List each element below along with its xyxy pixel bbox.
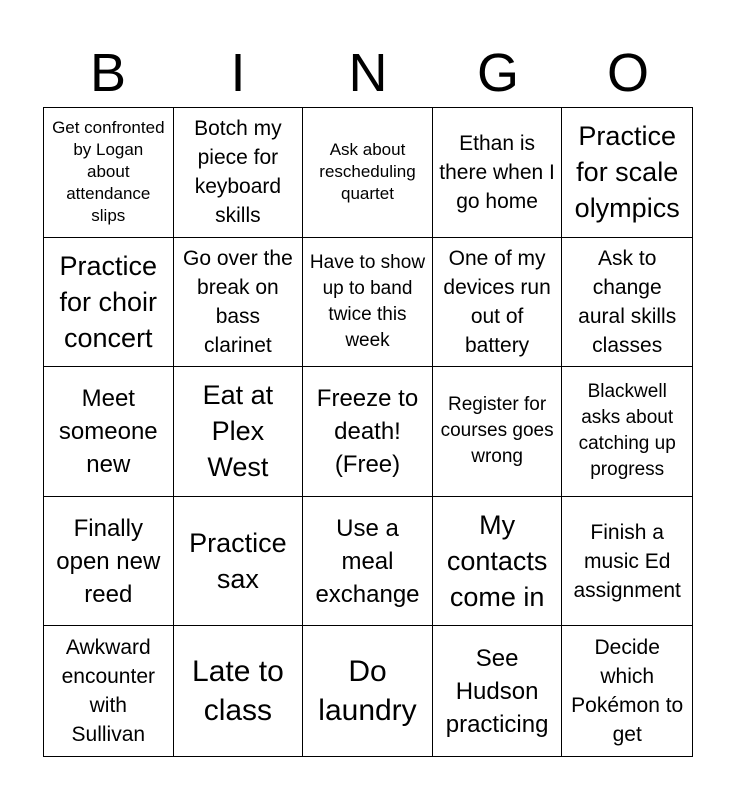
cell-text: Register for courses goes wrong	[440, 394, 554, 468]
bingo-cell-n5[interactable]	[303, 626, 433, 756]
bingo-cell-b2[interactable]	[44, 238, 174, 368]
cell-text: Ask about rescheduling quartet	[319, 140, 416, 204]
cell-text: Do laundry	[318, 655, 417, 728]
bingo-board	[43, 107, 693, 757]
bingo-cell-i5[interactable]	[174, 626, 304, 756]
bingo-cell-o1[interactable]	[562, 108, 692, 238]
cell-text: Practice for choir concert	[59, 250, 158, 353]
cell-text: My contacts come in	[446, 510, 548, 613]
cell-text: Freeze to death! (Free)	[316, 384, 419, 478]
cell-text: Have to show up to band twice this week	[309, 251, 426, 351]
bingo-cell-i1[interactable]	[174, 108, 304, 238]
bingo-cell-n3[interactable]	[303, 367, 433, 497]
cell-text: Finish a music Ed assignment	[573, 520, 681, 602]
header-letter-i: I	[230, 43, 246, 103]
bingo-cell-g4[interactable]	[433, 497, 563, 627]
cell-text: Get confronted by Logan about attendance slips	[52, 118, 165, 226]
bingo-cell-g1[interactable]	[433, 108, 563, 238]
cell-text: Blackwell asks about catching up progress	[578, 381, 676, 481]
bingo-cell-g2[interactable]	[433, 238, 563, 368]
cell-text: Meet someone new	[58, 384, 158, 478]
bingo-cell-i4[interactable]	[174, 497, 304, 627]
cell-text: Use a meal exchange	[315, 514, 420, 608]
cell-text: Practice for scale olympics	[574, 121, 680, 224]
bingo-cell-o2[interactable]	[562, 238, 692, 368]
bingo-cell-n2[interactable]	[303, 238, 433, 368]
bingo-cell-b3[interactable]	[44, 367, 174, 497]
header-letter-g: G	[476, 43, 519, 103]
cell-text: Late to class	[192, 655, 284, 728]
bingo-cell-o5[interactable]	[562, 626, 692, 756]
header-letter-b: B	[89, 43, 127, 103]
header-letter-o: O	[606, 43, 649, 103]
bingo-cell-b4[interactable]	[44, 497, 174, 627]
bingo-header	[43, 40, 693, 106]
bingo-cell-n1[interactable]	[303, 108, 433, 238]
header-letter-n: N	[348, 43, 388, 103]
cell-text: See Hudson practicing	[445, 644, 549, 738]
cell-text: Eat at Plex West	[202, 380, 274, 483]
bingo-cell-o4[interactable]	[562, 497, 692, 627]
bingo-cell-b1[interactable]	[44, 108, 174, 238]
cell-text: Awkward encounter with Sullivan	[61, 636, 155, 747]
cell-text: Practice sax	[189, 528, 287, 595]
cell-text: Go over the break on bass clarinet	[183, 246, 293, 357]
bingo-cell-o3[interactable]	[562, 367, 692, 497]
cell-text: Ethan is there when I go home	[439, 131, 555, 213]
cell-text: Finally open new reed	[56, 514, 161, 608]
cell-text: Botch my piece for keyboard skills	[194, 117, 282, 228]
cell-text: Ask to change aural skills classes	[578, 246, 677, 357]
cell-text: Decide which Pokémon to get	[571, 636, 684, 747]
bingo-cell-n4[interactable]	[303, 497, 433, 627]
bingo-cell-i2[interactable]	[174, 238, 304, 368]
bingo-cell-i3[interactable]	[174, 367, 304, 497]
bingo-cell-b5[interactable]	[44, 626, 174, 756]
cell-text: One of my devices run out of battery	[443, 246, 551, 357]
bingo-cell-g3[interactable]	[433, 367, 563, 497]
bingo-cell-g5[interactable]	[433, 626, 563, 756]
